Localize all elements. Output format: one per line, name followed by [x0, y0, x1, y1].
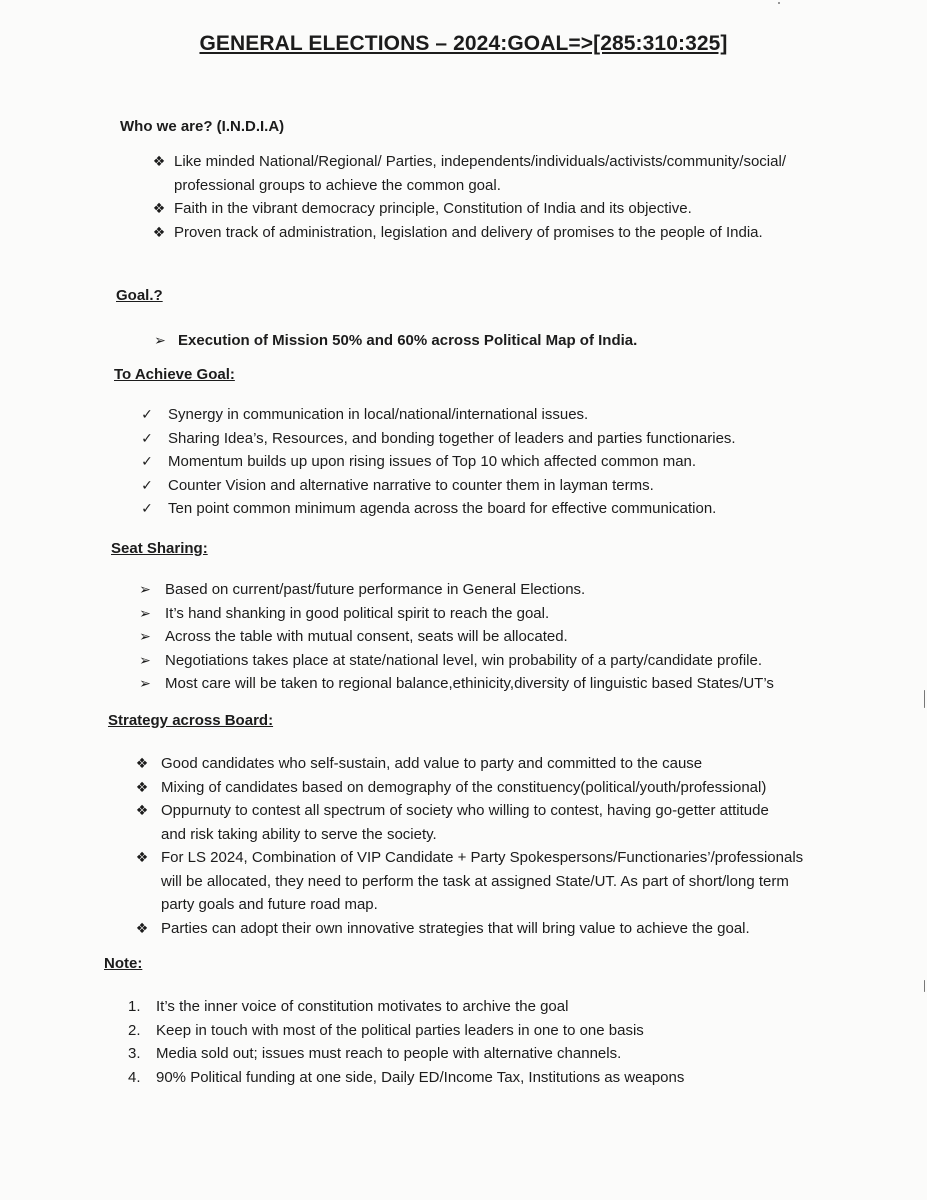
list-number: 1.	[128, 998, 141, 1015]
list-item: ➢ It’s hand shanking in good political spirit to reach the goal.	[138, 602, 868, 626]
four-diamond-bullet-icon: ❖	[135, 919, 149, 936]
strategy-list	[132, 752, 832, 940]
document-title: GENERAL ELECTIONS – 2024:GOAL=>[285:310:325]	[199, 32, 728, 55]
list-item: ❖ Parties can adopt their own innovative strategies that will bring value to achieve the goal.	[132, 917, 832, 941]
scan-speck	[924, 690, 925, 708]
list-item: ❖ Like minded National/Regional/ Parties, independents/individuals/activists/community/social/ professional groups to achieve the common goal.	[146, 150, 846, 197]
arrowhead-bullet-icon: ➢	[139, 581, 151, 597]
list-item: 2. Keep in touch with most of the political parties leaders in one to one basis	[128, 1019, 828, 1043]
arrowhead-bullet-icon: ➢	[139, 604, 151, 621]
who-we-are-list	[146, 150, 846, 244]
list-item: ❖ Mixing of candidates based on demography of the constituency(political/youth/professional)	[132, 776, 832, 800]
list-item: ➢ Based on current/past/future performance in General Elections.	[138, 578, 868, 602]
achieve-goal-list	[140, 403, 860, 521]
list-item: ➢ Negotiations takes place at state/national level, win probability of a party/candidate profile.	[138, 649, 868, 673]
list-number: 2.	[128, 1021, 141, 1039]
goal-list	[152, 329, 852, 353]
list-item: ✓ Counter Vision and alternative narrative to counter them in layman terms.	[140, 474, 860, 498]
checkmark-bullet-icon: ✓	[141, 476, 153, 493]
strategy-heading: Strategy across Board:	[108, 712, 274, 729]
goal-heading: Goal.?	[116, 287, 163, 304]
note-heading: Note:	[104, 955, 143, 972]
list-number: 3.	[128, 1045, 141, 1062]
seat-sharing-heading: Seat Sharing:	[111, 540, 208, 557]
checkmark-bullet-icon: ✓	[141, 453, 153, 469]
scan-speck	[778, 2, 780, 4]
list-item: 1. It’s the inner voice of constitution motivates to archive the goal	[128, 995, 828, 1019]
list-item: ➢ Across the table with mutual consent, seats will be allocated.	[138, 625, 868, 649]
checkmark-bullet-icon: ✓	[141, 406, 153, 422]
four-diamond-bullet-icon: ❖	[135, 802, 149, 818]
list-number: 4.	[128, 1068, 141, 1086]
list-item: ✓ Momentum builds up upon rising issues of Top 10 which affected common man.	[140, 450, 860, 474]
four-diamond-bullet-icon: ❖	[135, 849, 149, 865]
list-item: ✓ Ten point common minimum agenda across the board for effective communication.	[140, 497, 860, 521]
checkmark-bullet-icon: ✓	[141, 429, 153, 446]
four-diamond-bullet-icon: ❖	[135, 755, 149, 771]
checkmark-bullet-icon: ✓	[141, 500, 153, 516]
list-item: ✓ Synergy in communication in local/national/international issues.	[140, 403, 860, 427]
four-diamond-bullet-icon: ❖	[152, 200, 166, 216]
four-diamond-bullet-icon: ❖	[152, 153, 166, 169]
seat-sharing-list	[138, 578, 868, 696]
note-list	[128, 995, 828, 1089]
four-diamond-bullet-icon: ❖	[152, 223, 166, 240]
list-item: ➢ Most care will be taken to regional balance,ethinicity,diversity of linguistic based States/UT’s	[138, 672, 868, 696]
list-item: ❖ Proven track of administration, legislation and delivery of promises to the people of India.	[146, 221, 846, 245]
list-item: 3. Media sold out; issues must reach to people with alternative channels.	[128, 1042, 828, 1066]
list-item: ❖ For LS 2024, Combination of VIP Candidate + Party Spokespersons/Functionaries’/professionals will be allocated, they need to perform the task at assigned State/UT. As part of short/long term party goals and future road map.	[132, 846, 832, 917]
four-diamond-bullet-icon: ❖	[135, 778, 149, 795]
list-item: ❖ Oppurnuty to contest all spectrum of society who willing to contest, having go-getter attitude and risk taking ability to serve the society.	[132, 799, 832, 846]
scan-speck	[924, 980, 925, 992]
who-we-are-heading: Who we are? (I.N.D.I.A)	[120, 118, 285, 135]
achieve-goal-heading: To Achieve Goal:	[114, 366, 235, 383]
arrowhead-bullet-icon: ➢	[154, 332, 166, 348]
list-item: ➢ Execution of Mission 50% and 60% across Political Map of India.	[152, 329, 852, 353]
list-item: ❖ Good candidates who self-sustain, add value to party and committed to the cause	[132, 752, 832, 776]
arrowhead-bullet-icon: ➢	[139, 628, 151, 644]
list-item: 4. 90% Political funding at one side, Daily ED/Income Tax, Institutions as weapons	[128, 1066, 828, 1090]
arrowhead-bullet-icon: ➢	[139, 675, 151, 691]
arrowhead-bullet-icon: ➢	[139, 651, 151, 668]
list-item: ❖ Faith in the vibrant democracy principle, Constitution of India and its objective.	[146, 197, 846, 221]
list-item: ✓ Sharing Idea’s, Resources, and bonding together of leaders and parties functionaries.	[140, 427, 860, 451]
